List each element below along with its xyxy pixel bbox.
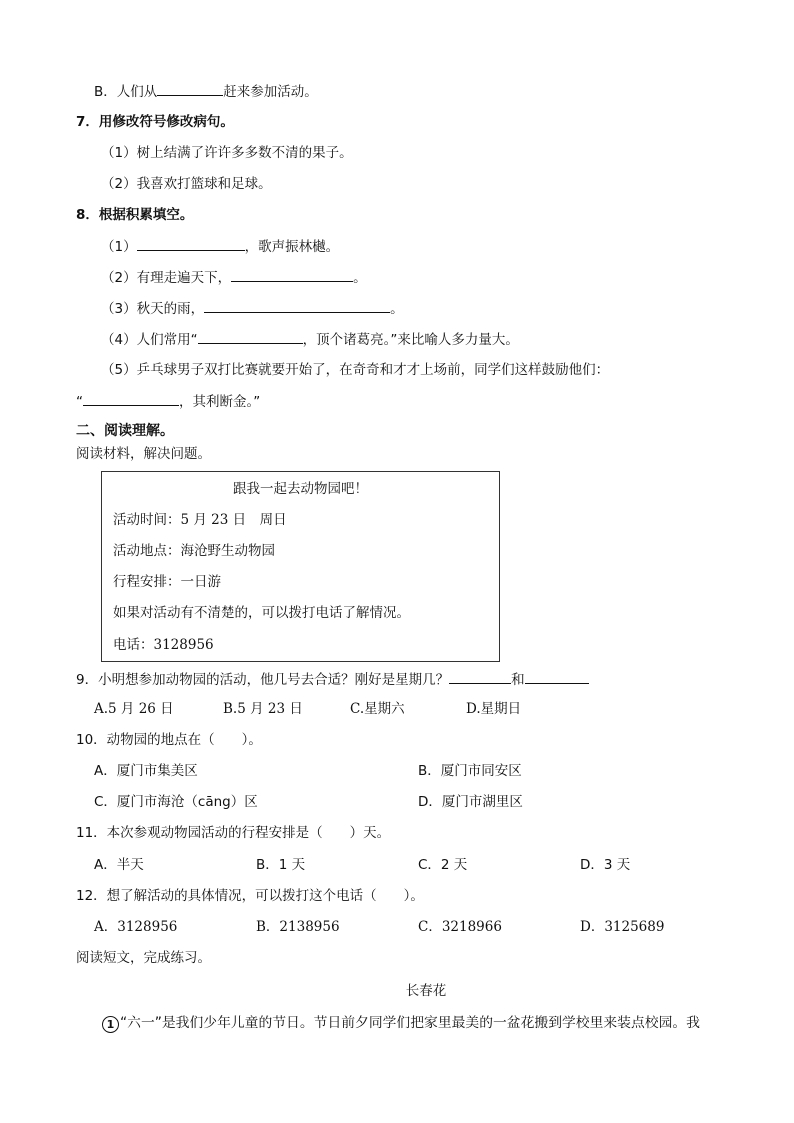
answer-blank[interactable] bbox=[204, 298, 390, 313]
reading-intro: 阅读短文，完成练习。 bbox=[76, 950, 211, 966]
q9-option-a[interactable]: A.5 月 26 日 bbox=[94, 701, 174, 717]
q10-option-a[interactable]: A．厦门市集美区 bbox=[94, 763, 198, 779]
q10-option-d[interactable]: D．厦门市湖里区 bbox=[418, 794, 523, 810]
answer-blank[interactable] bbox=[525, 669, 589, 684]
activity-notice-box bbox=[101, 471, 500, 662]
section-intro: 阅读材料，解决问题。 bbox=[76, 446, 211, 462]
answer-blank[interactable] bbox=[198, 329, 303, 344]
notice-schedule: 行程安排：一日游 bbox=[113, 574, 221, 590]
answer-blank[interactable] bbox=[449, 669, 511, 684]
q11-option-b[interactable]: B．1 天 bbox=[256, 857, 306, 873]
notice-place: 活动地点：海沧野生动物园 bbox=[113, 543, 275, 559]
q8-item-4: （4）人们常用“ ，顶个诸葛亮。”来比喻人多力量大。 bbox=[101, 329, 519, 350]
q7-title: 7．用修改符号修改病句。 bbox=[76, 114, 234, 130]
q11-option-a[interactable]: A．半天 bbox=[94, 857, 144, 873]
q10-option-c[interactable]: C．厦门市海沧（cāng）区 bbox=[94, 794, 258, 810]
q12-option-b[interactable]: B．2138956 bbox=[256, 919, 340, 935]
q10-stem: 10．动物园的地点在（ ）。 bbox=[76, 732, 262, 748]
q12-stem: 12．想了解活动的具体情况，可以拨打这个电话（ ）。 bbox=[76, 888, 424, 904]
q8-item-3: （3）秋天的雨， 。 bbox=[101, 298, 404, 319]
q12-option-c[interactable]: C．3218966 bbox=[418, 919, 502, 935]
q11-option-c[interactable]: C．2 天 bbox=[418, 857, 468, 873]
q9-option-d[interactable]: D.星期日 bbox=[466, 701, 522, 717]
q6-option-b: B．人们从 赶来参加活动。 bbox=[94, 81, 318, 102]
q11-stem: 11．本次参观动物园活动的行程安排是（ ）天。 bbox=[76, 825, 391, 841]
passage-title: 长春花 bbox=[405, 983, 447, 999]
paragraph-number: 1 bbox=[102, 1016, 119, 1033]
q8-item-2: （2）有理走遍天下， 。 bbox=[101, 267, 367, 288]
answer-blank[interactable] bbox=[231, 267, 353, 282]
notice-phone: 电话：3128956 bbox=[113, 637, 214, 653]
answer-blank[interactable] bbox=[83, 391, 179, 406]
q8-title: 8．根据积累填空。 bbox=[76, 207, 194, 223]
passage-paragraph-1: 1 “六一”是我们少年儿童的节日。节日前夕同学们把家里最美的一盆花搬到学校里来装点校园。我 bbox=[102, 1013, 700, 1033]
q11-option-d[interactable]: D．3 天 bbox=[580, 857, 631, 873]
answer-blank[interactable] bbox=[137, 236, 245, 251]
q12-option-d[interactable]: D．3125689 bbox=[580, 919, 665, 935]
q10-option-b[interactable]: B．厦门市同安区 bbox=[418, 763, 522, 779]
q8-item-1: （1） ，歌声振林樾。 bbox=[101, 236, 339, 257]
q8-item-5-continued: “ ，其利断金。” bbox=[76, 391, 260, 412]
q9-stem: 9．小明想参加动物园的活动，他几号去合适？刚好是星期几？ 和 bbox=[76, 669, 589, 690]
q8-item-5: （5）乒乓球男子双打比赛就要开始了，在奇奇和才才上场前，同学们这样鼓励他们： bbox=[101, 362, 610, 378]
q7-sentence-2: （2）我喜欢打篮球和足球。 bbox=[101, 176, 272, 192]
q7-sentence-1: （1）树上结满了许许多多数不清的果子。 bbox=[101, 145, 353, 161]
answer-blank[interactable] bbox=[157, 81, 223, 96]
notice-time: 活动时间：5 月 23 日 周日 bbox=[113, 512, 287, 528]
q9-option-b[interactable]: B.5 月 23 日 bbox=[223, 701, 303, 717]
section-heading: 二、阅读理解。 bbox=[76, 423, 174, 439]
notice-note: 如果对活动有不清楚的，可以拨打电话了解情况。 bbox=[113, 605, 410, 621]
q12-option-a[interactable]: A．3128956 bbox=[94, 919, 178, 935]
notice-title: 跟我一起去动物园吧！ bbox=[233, 481, 368, 497]
q9-option-c[interactable]: C.星期六 bbox=[350, 701, 405, 717]
